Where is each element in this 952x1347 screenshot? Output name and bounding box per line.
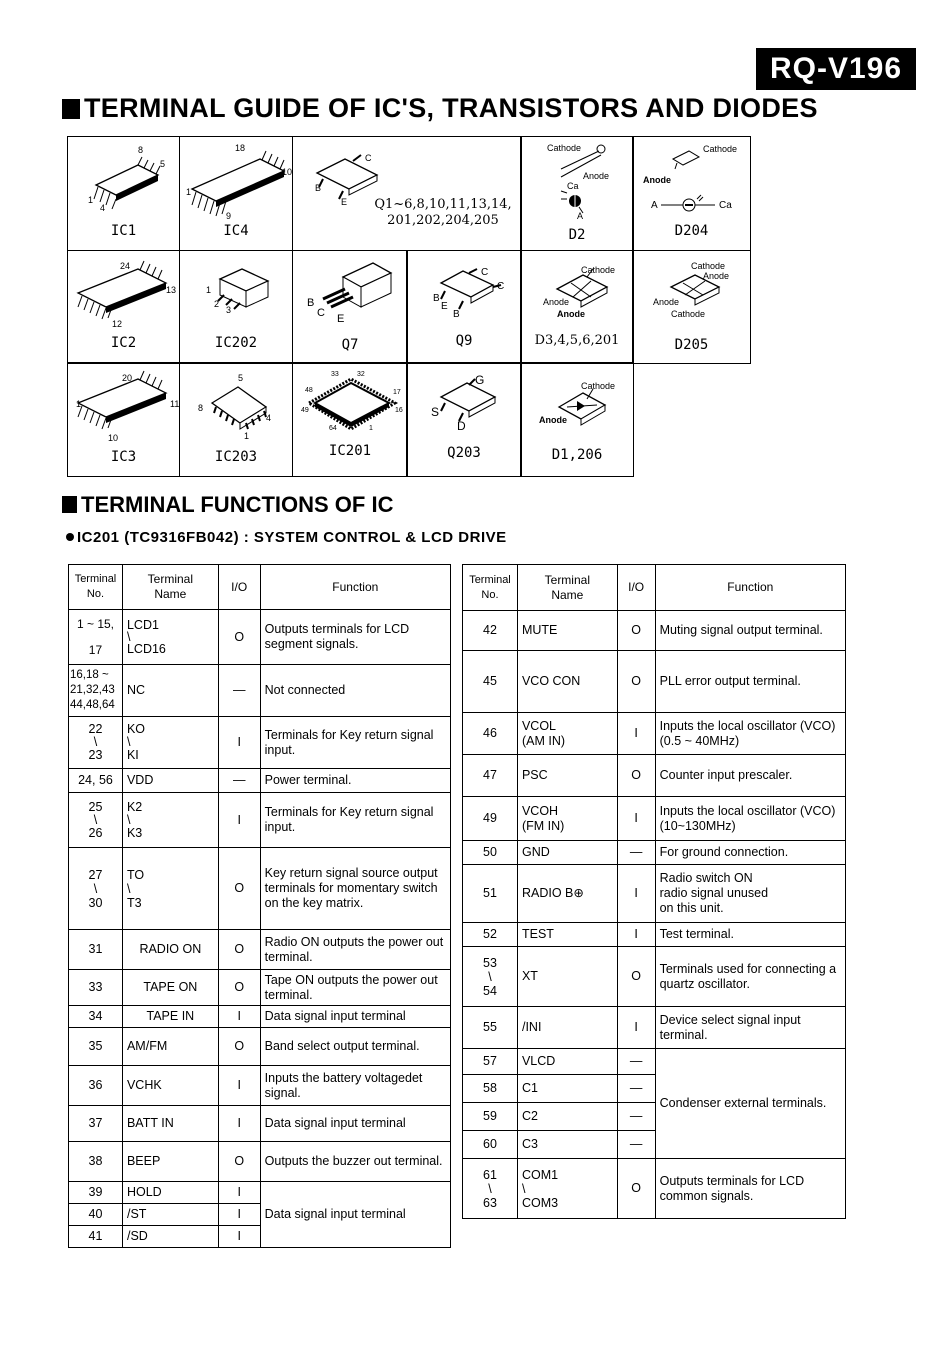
d205-label: D205	[674, 337, 709, 353]
d1-diode-icon	[521, 363, 635, 443]
table-row: 59 C2 —	[463, 1103, 846, 1131]
ic202-label: IC202	[214, 335, 258, 351]
component-d2: Cathode Anode Ca A D2	[520, 136, 634, 251]
table-row: 42 MUTE O Muting signal output terminal.	[463, 611, 846, 651]
ic2-label: IC2	[110, 335, 137, 351]
table-header: Terminal No. Terminal Name I/O Function	[463, 565, 846, 611]
component-ic202: 1 2 3 IC202	[179, 250, 293, 364]
component-ic3: 20 11 1 10 IC3	[67, 362, 180, 477]
ic1-package-icon	[68, 137, 181, 227]
d204-label: D204	[674, 223, 709, 239]
table-row: 37 BATT IN I Data signal input terminal	[69, 1106, 451, 1142]
q1-label: Q1~6,8,10,11,13,14, 201,202,204,205	[374, 197, 512, 228]
table-row: 61 \ 63 COM1 \ COM3 O Outputs terminals for LCD common signals.	[463, 1159, 846, 1219]
table-row: 31 RADIO ON O Radio ON outputs the power out terminal.	[69, 930, 451, 970]
component-ic201: 33 32 48 17 49 16 64 1 IC201	[292, 362, 408, 477]
component-d204: Cathode Anode A Ca D204	[632, 136, 751, 251]
ic201-subtitle: IC201 (TC9316FB042) : SYSTEM CONTROL & LCD DRIVE	[66, 529, 507, 546]
q9-label: Q9	[455, 333, 473, 349]
ic4-label: IC4	[223, 223, 249, 239]
functions-title: TERMINAL FUNCTIONS OF IC	[62, 492, 393, 518]
table-row: 34 TAPE IN I Data signal input terminal	[69, 1006, 451, 1028]
table-row: 60 C3 —	[463, 1131, 846, 1159]
q203-label: Q203	[447, 445, 481, 461]
function-table-left	[68, 564, 451, 1248]
ic1-label: IC1	[110, 223, 137, 239]
q9-package-icon	[407, 251, 523, 331]
d3-label: D3,4,5,6,201	[534, 333, 620, 348]
table-row: 16,18 ~ 21,32,43 44,48,64 NC — Not connected	[69, 665, 451, 717]
component-ic1: 8 5 4 1 IC1	[67, 136, 180, 251]
table-row: 45 VCO CON O PLL error output terminal.	[463, 651, 846, 713]
table-row: 58 C1 —	[463, 1075, 846, 1103]
table-row: 39 HOLD I Data signal input terminal	[69, 1182, 451, 1204]
square-bullet-icon	[62, 496, 77, 513]
d1-label: D1,206	[551, 447, 603, 463]
table-row: 33 TAPE ON O Tape ON outputs the power out terminal.	[69, 970, 451, 1006]
table-row: 46 VCOL (AM IN) I Inputs the local oscillator (VCO) (0.5 ~ 40MHz)	[463, 713, 846, 755]
component-ic2: 24 13 12 IC2	[67, 250, 180, 364]
component-q9: C B E C B Q9	[406, 250, 522, 364]
guide-title: TERMINAL GUIDE OF IC'S, TRANSISTORS AND DIODES	[62, 93, 818, 124]
table-row: 24, 56 VDD — Power terminal.	[69, 769, 451, 793]
table-row: 38 BEEP O Outputs the buzzer out terminal.	[69, 1142, 451, 1182]
component-q7: B C E Q7	[292, 250, 408, 364]
table-row: 41 /SD I	[69, 1226, 451, 1248]
component-ic4: 18 10 1 9 IC4	[179, 136, 293, 251]
model-badge: RQ-V196	[756, 48, 916, 90]
table-row: 1 ~ 15, 17 LCD1 \ LCD16 O Outputs terminals for LCD segment signals.	[69, 610, 451, 665]
table-row: 51 RADIO B⊕ I Radio switch ON radio signal unused on this unit.	[463, 865, 846, 923]
function-table-right	[462, 564, 846, 1219]
ic201-package-icon	[293, 363, 409, 443]
table-row: 40 /ST I	[69, 1204, 451, 1226]
ic203-label: IC203	[214, 449, 258, 465]
component-d1: Cathode Anode D1,206	[520, 362, 634, 477]
ic3-label: IC3	[110, 449, 137, 465]
component-ic203: 5 8 4 1 IC203	[179, 362, 293, 477]
component-q1: C B E Q1~6,8,10,11,13,14, 201,202,204,205	[292, 136, 522, 251]
component-q203: G S D Q203	[406, 362, 522, 477]
d2-label: D2	[568, 227, 586, 243]
table-row: 49 VCOH (FM IN) I Inputs the local oscillator (VCO) (10~130MHz)	[463, 797, 846, 841]
table-row: 47 PSC O Counter input prescaler.	[463, 755, 846, 797]
component-d3: Cathode Anode Anode D3,4,5,6,201	[520, 250, 634, 364]
table-header: Terminal No. Terminal Name I/O Function	[69, 565, 451, 610]
d3-diode-icon	[521, 251, 635, 331]
table-row: 25 \ 26 K2 \ K3 I Terminals for Key return signal input.	[69, 793, 451, 848]
table-row: 52 TEST I Test terminal.	[463, 923, 846, 947]
bullet-icon	[66, 533, 74, 541]
table-row: 57 VLCD — Condenser external terminals.	[463, 1049, 846, 1075]
table-row: 53 \ 54 XT O Terminals used for connecting a quartz oscillator.	[463, 947, 846, 1007]
q7-label: Q7	[341, 337, 359, 353]
table-row: 55 /INI I Device select signal input terminal.	[463, 1007, 846, 1049]
table-row: 22 \ 23 KO \ KI I Terminals for Key return signal input.	[69, 717, 451, 769]
q7-package-icon	[293, 251, 409, 331]
square-bullet-icon	[62, 99, 80, 119]
table-row: 36 VCHK I Inputs the battery voltagedet signal.	[69, 1066, 451, 1106]
ic201-label: IC201	[328, 443, 372, 459]
table-row: 27 \ 30 TO \ T3 O Key return signal source output terminals for momentary switch on the key matrix.	[69, 848, 451, 930]
table-row: 50 GND — For ground connection.	[463, 841, 846, 865]
component-d205: Cathode Anode Anode Cathode D205	[632, 250, 751, 364]
ic202-package-icon	[180, 251, 294, 331]
table-row: 35 AM/FM O Band select output terminal.	[69, 1028, 451, 1066]
